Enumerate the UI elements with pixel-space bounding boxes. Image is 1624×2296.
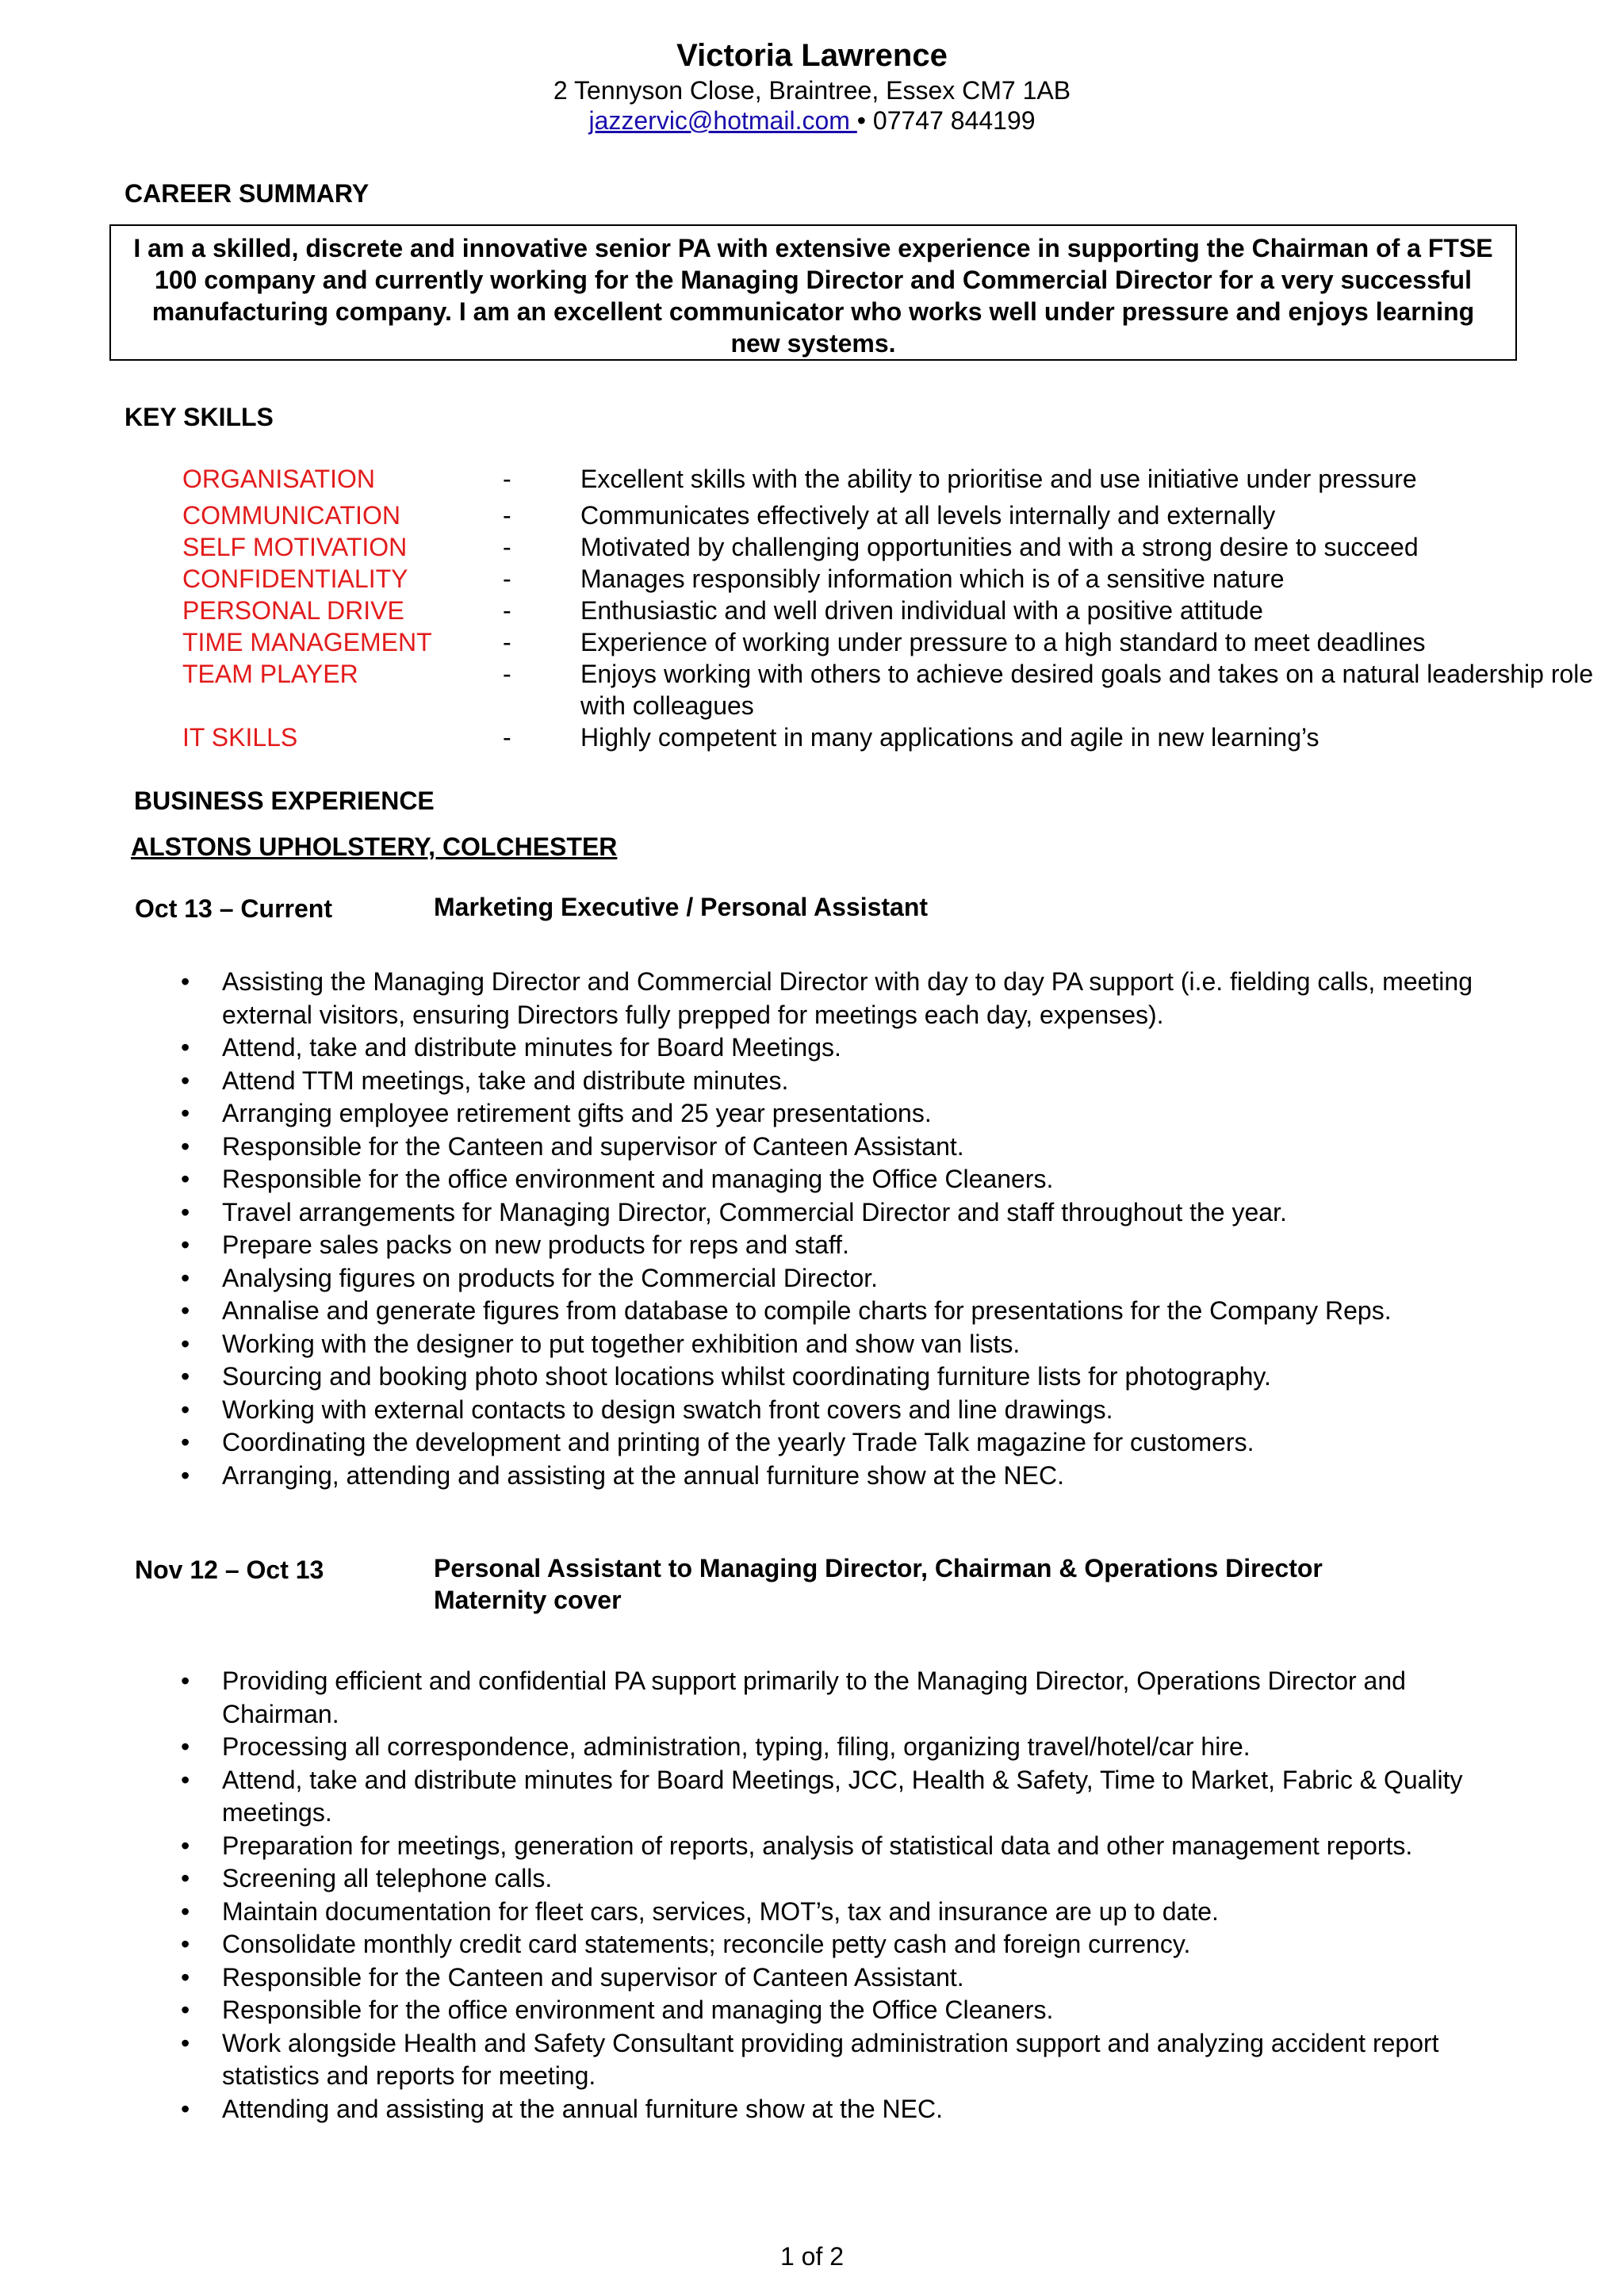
email-link[interactable]: jazzervic@hotmail.com bbox=[588, 106, 857, 135]
job-title: Marketing Executive / Personal Assistant bbox=[434, 893, 929, 921]
list-item: • Processing all correspondence, administration, typing, filing, organizing travel/hotel/car hire. bbox=[168, 1731, 1508, 1764]
skill-name: CONFIDENTIALITY bbox=[182, 564, 408, 593]
skill-desc: Manages responsibly information which is of a sensitive nature bbox=[580, 564, 1285, 593]
skill-dash: - bbox=[503, 596, 511, 625]
skill-desc: Communicates effectively at all levels internally and externally bbox=[580, 501, 1276, 530]
list-item: • Assisting the Managing Director and Commercial Director with day to day PA support (i.e. fielding calls, meeting external visitors, ensuring Directors fully prepped for meetings each day, expenses). bbox=[168, 966, 1508, 1031]
company-name: ALSTONS UPHOLSTERY, COLCHESTER bbox=[131, 832, 618, 861]
list-item: • Responsible for the Canteen and supervisor of Canteen Assistant. bbox=[168, 1131, 1508, 1164]
skill-dash: - bbox=[503, 723, 511, 752]
list-item: • Preparation for meetings, generation of reports, analysis of statistical data and other management reports. bbox=[168, 1830, 1508, 1863]
skill-row bbox=[182, 721, 1594, 753]
skill-dash: - bbox=[503, 628, 511, 656]
skill-desc: Motivated by challenging opportunities and with a strong desire to succeed bbox=[580, 533, 1419, 561]
skill-row bbox=[182, 463, 1594, 495]
job-subtitle: Maternity cover bbox=[434, 1586, 622, 1614]
skill-name: TIME MANAGEMENT bbox=[182, 628, 432, 656]
contact-line bbox=[0, 106, 1624, 136]
list-item: • Working with external contacts to design swatch front covers and line drawings. bbox=[168, 1394, 1508, 1427]
skill-desc: Excellent skills with the ability to prioritise and use initiative under pressure bbox=[580, 465, 1417, 493]
list-item: • Arranging employee retirement gifts and 25 year presentations. bbox=[168, 1097, 1508, 1131]
list-item: • Attend, take and distribute minutes for Board Meetings, JCC, Health & Safety, Time to Market, Fabric & Quality meetings. bbox=[168, 1764, 1508, 1830]
skill-desc: Enthusiastic and well driven individual with a positive attitude bbox=[580, 596, 1263, 625]
list-item: • Responsible for the office environment and managing the Office Cleaners. bbox=[168, 1163, 1508, 1196]
job-duties-list bbox=[168, 966, 1508, 1492]
skill-row bbox=[182, 595, 1594, 626]
list-item: • Work alongside Health and Safety Consultant providing administration support and analyzing accident report statistics and reports for meeting. bbox=[168, 2027, 1508, 2093]
page-number: 1 of 2 bbox=[779, 2242, 845, 2271]
business-experience-heading: BUSINESS EXPERIENCE bbox=[134, 786, 435, 815]
skill-row bbox=[182, 626, 1594, 658]
list-item: • Consolidate monthly credit card statements; reconcile petty cash and foreign currency. bbox=[168, 1928, 1508, 1961]
skill-name: SELF MOTIVATION bbox=[182, 533, 408, 561]
career-summary-heading: CAREER SUMMARY bbox=[124, 179, 370, 208]
career-summary-text: I am a skilled, discrete and innovative senior PA with extensive experience in supporting the Chairman of a FTSE 100 company and currently working for the Managing Director and Commercial Director for a very successful manufacturing company. I am an excellent communicator who works well under pressure and enjoys learning new systems. bbox=[133, 234, 1493, 358]
skill-dash: - bbox=[503, 465, 511, 493]
list-item: • Working with the designer to put together exhibition and show van lists. bbox=[168, 1328, 1508, 1361]
skill-desc: Enjoys working with others to achieve desired goals and takes on a natural leadership role with colleagues bbox=[580, 660, 1594, 720]
list-item: • Prepare sales packs on new products for reps and staff. bbox=[168, 1229, 1508, 1262]
list-item: • Annalise and generate figures from database to compile charts for presentations for the Company Reps. bbox=[168, 1295, 1508, 1328]
list-item: • Responsible for the Canteen and supervisor of Canteen Assistant. bbox=[168, 1961, 1508, 1995]
skill-desc: Experience of working under pressure to a high standard to meet deadlines bbox=[580, 628, 1426, 656]
skill-name: PERSONAL DRIVE bbox=[182, 596, 404, 625]
phone: • 07747 844199 bbox=[856, 106, 1036, 135]
skill-name: COMMUNICATION bbox=[182, 501, 400, 530]
list-item: • Screening all telephone calls. bbox=[168, 1862, 1508, 1896]
job-date: Nov 12 – Oct 13 bbox=[135, 1556, 324, 1584]
job-title bbox=[434, 1552, 1544, 1616]
list-item: • Analysing figures on products for the Commercial Director. bbox=[168, 1262, 1508, 1295]
list-item: • Attend TTM meetings, take and distribute minutes. bbox=[168, 1065, 1508, 1098]
skill-row bbox=[182, 658, 1594, 721]
key-skills-heading: KEY SKILLS bbox=[124, 403, 274, 431]
list-item: • Maintain documentation for fleet cars, services, MOT’s, tax and insurance are up to date. bbox=[168, 1896, 1508, 1929]
skill-row bbox=[182, 531, 1594, 563]
job-title-text: Personal Assistant to Managing Director, Chairman & Operations Director bbox=[434, 1554, 1323, 1582]
job-date: Oct 13 – Current bbox=[135, 894, 332, 923]
skill-name: TEAM PLAYER bbox=[182, 660, 358, 688]
list-item: • Responsible for the office environment and managing the Office Cleaners. bbox=[168, 1994, 1508, 2027]
job-duties-list bbox=[168, 1665, 1508, 2126]
list-item: • Travel arrangements for Managing Director, Commercial Director and staff throughout the year. bbox=[168, 1196, 1508, 1230]
skill-name: IT SKILLS bbox=[182, 723, 298, 752]
candidate-name: Victoria Lawrence bbox=[676, 38, 948, 73]
list-item: • Sourcing and booking photo shoot locations whilst coordinating furniture lists for photography. bbox=[168, 1360, 1508, 1394]
skill-name: ORGANISATION bbox=[182, 465, 375, 493]
list-item: • Providing efficient and confidential PA support primarily to the Managing Director, Operations Director and Chairman. bbox=[168, 1665, 1508, 1731]
list-item: • Attending and assisting at the annual furniture show at the NEC. bbox=[168, 2093, 1508, 2126]
list-item: • Arranging, attending and assisting at the annual furniture show at the NEC. bbox=[168, 1460, 1508, 1493]
skill-row bbox=[182, 499, 1594, 531]
skill-dash: - bbox=[503, 660, 511, 688]
address: 2 Tennyson Close, Braintree, Essex CM7 1AB bbox=[553, 76, 1071, 105]
list-item: • Coordinating the development and printing of the yearly Trade Talk magazine for customers. bbox=[168, 1426, 1508, 1460]
skill-row bbox=[182, 563, 1594, 595]
skill-dash: - bbox=[503, 564, 511, 593]
skill-desc: Highly competent in many applications and agile in new learning’s bbox=[580, 723, 1320, 752]
career-summary-box bbox=[109, 224, 1517, 361]
skill-dash: - bbox=[503, 533, 511, 561]
skill-dash: - bbox=[503, 501, 511, 530]
list-item: • Attend, take and distribute minutes for Board Meetings. bbox=[168, 1031, 1508, 1065]
